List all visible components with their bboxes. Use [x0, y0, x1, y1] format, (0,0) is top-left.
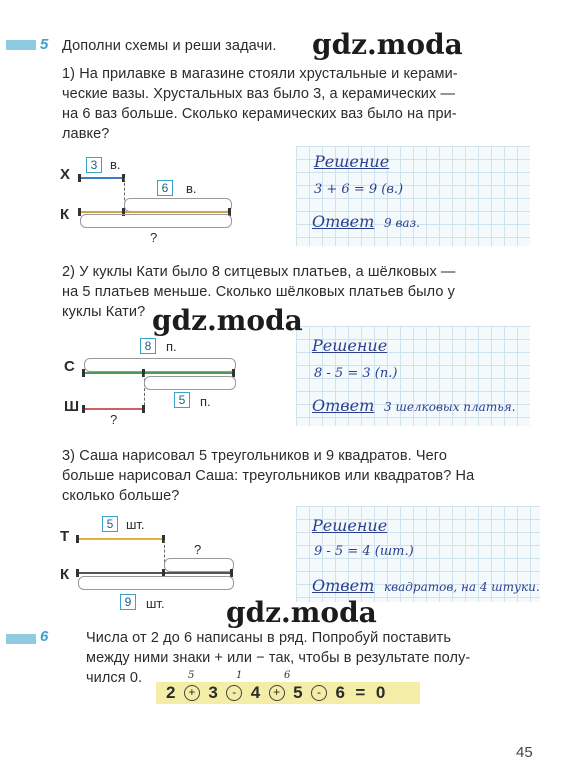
answer-text: 3 шелковых платья.	[384, 400, 516, 414]
solution-title: Решение	[314, 152, 390, 171]
problem-line: чился 0.	[86, 670, 143, 686]
solution-title: Решение	[312, 516, 388, 535]
number-box: 5	[174, 392, 190, 408]
question-mark: ?	[194, 542, 202, 557]
diff-brace	[164, 558, 234, 572]
task-number: 6	[40, 628, 49, 645]
problem-line: 3) Саша нарисовал 5 треугольников и 9 квадратов. Чего	[62, 448, 448, 464]
answer-text: квадратов, на 4 штуки.	[384, 580, 540, 594]
answer-label: Ответ	[312, 576, 375, 595]
segment-line	[78, 572, 232, 574]
page-number: 45	[516, 744, 533, 761]
problem-line: сколько больше?	[62, 488, 180, 504]
question-mark: ?	[150, 230, 158, 245]
problem-line: куклы Кати?	[62, 304, 146, 320]
task-marker	[6, 40, 36, 50]
question-mark: ?	[110, 412, 118, 427]
solution-expression: 8 - 5 = 3 (п.)	[314, 366, 398, 381]
segment-tick	[82, 369, 85, 377]
row-letter: С	[64, 358, 75, 375]
partial-result: 1	[236, 670, 243, 681]
operator-minus: -	[311, 685, 327, 701]
watermark: gdz.moda	[312, 28, 463, 61]
unit-label: в.	[110, 157, 121, 172]
answer-label: Ответ	[312, 212, 375, 231]
number-box: 3	[86, 157, 102, 173]
row-letter: К	[60, 206, 70, 223]
segment-tick	[78, 174, 81, 182]
answer-text: 9 ваз.	[384, 216, 420, 230]
operator-plus: +	[184, 685, 200, 701]
problem-line: 1) На прилавке в магазине стояли хрустальные и керами-	[62, 66, 458, 82]
problem-line: Числа от 2 до 6 написаны в ряд. Попробуй поставить	[86, 630, 452, 646]
problem-line: больше нарисовал Саша: треугольников или квадратов? На	[62, 468, 475, 484]
unit-label: п.	[166, 339, 177, 354]
expr-result: 0	[375, 683, 386, 702]
equals-sign: =	[355, 683, 366, 702]
answer-label: Ответ	[312, 396, 375, 415]
segment-line	[78, 538, 164, 540]
number-box: 5	[102, 516, 118, 532]
task-title: Дополни схемы и реши задачи.	[62, 38, 277, 54]
expr-number: 2	[166, 683, 176, 702]
segment-tick	[82, 405, 85, 413]
row-letter: Т	[60, 528, 70, 545]
row-letter: К	[60, 566, 70, 583]
partial-result: 5	[188, 670, 195, 681]
expr-number: 5	[293, 683, 303, 702]
partial-result: 6	[284, 670, 291, 681]
expression-row	[156, 682, 420, 704]
segment-line	[84, 408, 144, 410]
watermark: gdz.moda	[152, 304, 303, 337]
unit-label: шт.	[126, 517, 145, 532]
segment-line	[80, 177, 124, 179]
upper-brace	[84, 358, 236, 372]
operator-plus: +	[269, 685, 285, 701]
number-box: 6	[157, 180, 173, 196]
task-number: 5	[40, 36, 49, 53]
row-letter: Ш	[64, 398, 80, 415]
segment-tick	[78, 208, 81, 216]
row-letter: Х	[60, 166, 71, 183]
problem-line: на 5 платьев меньше. Сколько шёлковых платьев было у	[62, 284, 456, 300]
segment-line	[84, 372, 234, 374]
upper-brace	[124, 198, 232, 212]
unit-label: шт.	[146, 596, 165, 611]
expr-number: 3	[208, 683, 218, 702]
solution-expression: 9 - 5 = 4 (шт.)	[314, 544, 414, 559]
segment-tick	[76, 569, 79, 577]
segment-line	[80, 211, 230, 213]
expr-number: 4	[250, 683, 261, 702]
operator-minus: -	[226, 685, 242, 701]
segment-tick	[142, 405, 145, 413]
unit-label: в.	[186, 181, 197, 196]
segment-tick	[76, 535, 79, 543]
solution-title: Решение	[312, 336, 388, 355]
problem-line: 2) У куклы Кати было 8 ситцевых платьев, а шёлковых —	[62, 264, 456, 280]
lower-brace	[78, 576, 234, 590]
task-marker	[6, 634, 36, 644]
solution-expression: 3 + 6 = 9 (в.)	[314, 182, 404, 197]
number-box: 9	[120, 594, 136, 610]
problem-line: на 6 ваз больше. Сколько керамических ваз было на при-	[62, 106, 457, 122]
expr-number: 6	[335, 683, 345, 702]
diff-brace	[144, 376, 236, 390]
problem-line: ческие вазы. Хрустальных ваз было 3, а керамических —	[62, 86, 456, 102]
lower-brace	[80, 214, 232, 228]
number-box: 8	[140, 338, 156, 354]
unit-label: п.	[200, 394, 211, 409]
problem-line: между ними знаки + или − так, чтобы в результате полу-	[86, 650, 471, 666]
watermark: gdz.moda	[226, 596, 377, 629]
problem-line: лавке?	[62, 126, 110, 142]
